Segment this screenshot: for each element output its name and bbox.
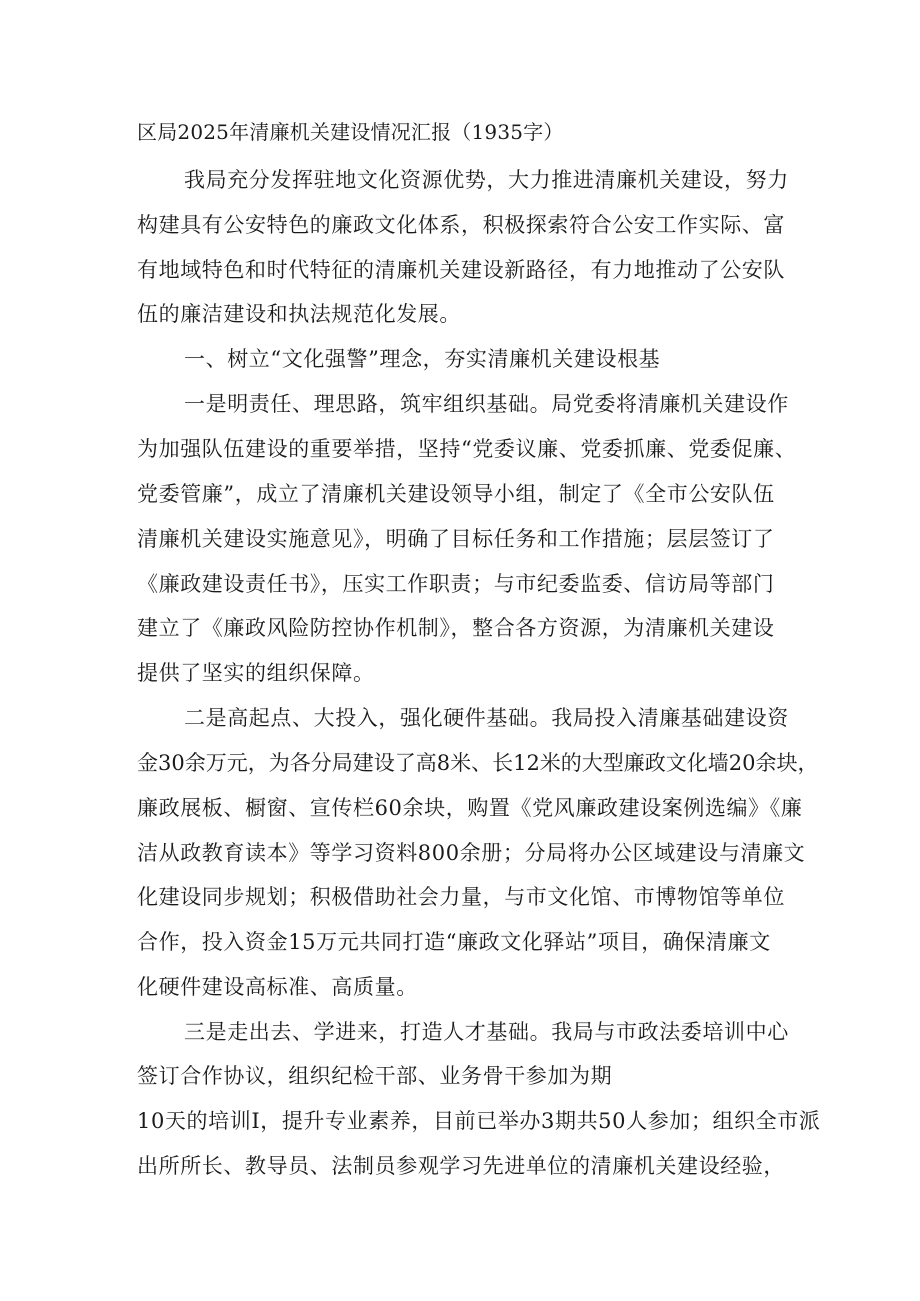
paragraph-line: 廉政展板、橱窗、宣传栏60余块，购置《党风廉政建设案例选编》《廉 <box>137 796 803 820</box>
paragraph-line: 金30余万元，为各分局建设了高8米、长12米的大型廉政文化墙20余块， <box>137 751 819 775</box>
paragraph-line: 《廉政建设责任书》，压实工作职责；与市纪委监委、信访局等部门 <box>137 572 775 596</box>
paragraph-line: 三是走出去、学进来，打造人才基础。我局与市政法委培训中心 <box>184 1020 789 1044</box>
section-heading: 一、树立“文化强警”理念，夯实清廉机关建设根基 <box>184 347 661 371</box>
paragraph-line: 化建设同步规划；积极借助社会力量，与市文化馆、市博物馆等单位 <box>137 885 785 909</box>
paragraph-line: 合作，投入资金15万元共同打造“廉政文化驿站”项目，确保清廉文 <box>137 930 771 954</box>
paragraph-line: 党委管廉”，成立了清廉机关建设领导小组，制定了《全市公安队伍 <box>137 482 775 506</box>
paragraph-line: 清廉机关建设实施意见》，明确了目标任务和工作措施；层层签订了 <box>137 527 775 551</box>
paragraph-line: 为加强队伍建设的重要举措，坚持“党委议廉、党委抓廉、党委促廉、 <box>137 437 797 461</box>
paragraph-line: 签订合作协议，组织纪检干部、业务骨干参加为期 <box>137 1064 613 1088</box>
paragraph-line: 构建具有公安特色的廉政文化体系，积极探索符合公安工作实际、富 <box>137 213 785 237</box>
paragraph-line: 洁从政教育读本》等学习资料800余册；分局将办公区域建设与清廉文 <box>137 841 806 865</box>
paragraph-line: 出所所长、教导员、法制员参观学习先进单位的清廉机关建设经验， <box>137 1154 785 1178</box>
document-title: 区局2025年清廉机关建设情况汇报（1935字） <box>137 120 564 144</box>
paragraph-line: 有地域特色和时代特征的清廉机关建设新路径，有力地推动了公安队 <box>137 258 785 282</box>
paragraph-line: 伍的廉洁建设和执法规范化发展。 <box>137 302 461 326</box>
paragraph-line: 化硬件建设高标准、高质量。 <box>137 975 418 999</box>
paragraph-line: 10天的培训I，提升专业素养，目前已举办3期共50人参加；组织全市派 <box>137 1109 821 1133</box>
paragraph-line: 一是明责任、理思路，筑牢组织基础。局党委将清廉机关建设作 <box>184 392 789 416</box>
paragraph-line: 二是高起点、大投入，强化硬件基础。我局投入清廉基础建设资 <box>184 706 789 730</box>
paragraph-line: 建立了《廉政风险防控协作机制》，整合各方资源，为清廉机关建设 <box>137 616 775 640</box>
paragraph-line: 我局充分发挥驻地文化资源优势，大力推进清廉机关建设，努力 <box>184 168 789 192</box>
paragraph-line: 提供了坚实的组织保障。 <box>137 661 375 685</box>
